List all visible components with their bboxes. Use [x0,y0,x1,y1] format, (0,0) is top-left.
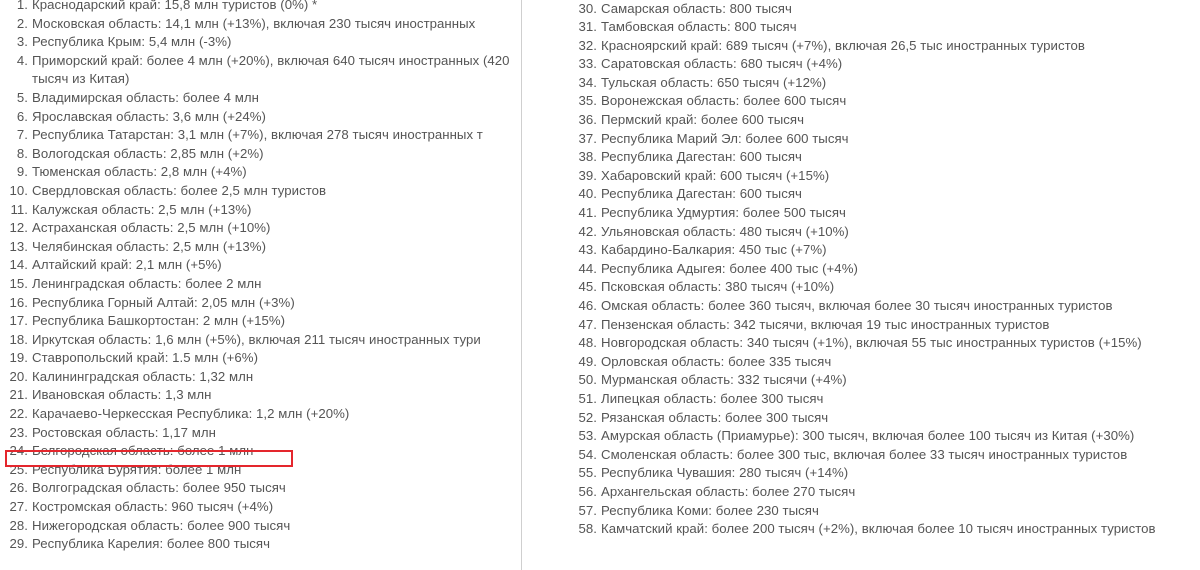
list-item [560,204,1200,223]
list-item-text: Республика Чувашия: 280 тысяч (+14%) [601,465,849,481]
list-item [560,446,1200,465]
list-item-text: Республика Карелия: более 800 тысяч [32,536,271,552]
list-item-number: 45. [578,279,597,295]
list-item-text: Камчатский край: более 200 тысяч (+2%), включая более 10 тысяч иностранных туристов [601,521,1156,537]
list-item-number: 50. [578,372,597,388]
list-item-text: Смоленская область: более 300 тыс, включая более 33 тысяч иностранных туристов [601,446,1128,462]
list-item-text: Омская область: более 360 тысяч, включая более 30 тысяч иностранных туристов [601,298,1113,313]
list-item-text: Самарская область: 800 тысяч [601,0,792,16]
list-item-text: Липецкая область: более 300 тысяч [601,390,824,406]
list-item [0,535,521,554]
list-item [0,0,521,15]
list-item-number: 48. [578,335,597,351]
list-item [560,483,1200,502]
list-item [560,520,1200,539]
list-item-number: 13. [9,238,28,254]
list-item-number: 3. [16,34,28,50]
list-item-text: Нижегородская область: более 900 тысяч [32,517,291,533]
list-item [0,405,521,424]
list-item [560,111,1200,130]
list-item-number: 37. [578,130,597,146]
list-item-text: Республика Дагестан: 600 тысяч [601,186,802,202]
list-item-text: Республика Коми: более 230 тысяч [601,502,819,518]
list-item-number: 25. [9,461,28,477]
list-item [0,201,521,220]
list-item-text: Амурская область (Приамурье): 300 тысяч, включая более 100 тысяч из Китая (+30%) [601,428,1135,444]
list-item-text: Вологодская область: 2,85 млн (+2%) [32,145,264,161]
list-item-text: Орловская область: более 335 тысяч [601,353,832,369]
list-item [560,409,1200,428]
list-item-text: Иркутская область: 1,6 млн (+5%), включая 211 тысяч иностранных тури [32,331,481,347]
list-item-number: 1. [16,0,28,12]
list-item-text: Красноярский край: 689 тысяч (+7%), включая 26,5 тыс иностранных туристов [601,37,1085,53]
list-item-text: Тамбовская область: 800 тысяч [601,19,797,35]
list-item-text: Ленинградская область: более 2 млн [32,275,262,291]
list-item-text: Саратовская область: 680 тысяч (+4%) [601,56,843,72]
list-item-number: 55. [578,465,597,481]
list-item [560,167,1200,186]
list-item-text: Республика Адыгея: более 400 тыс (+4%) [601,260,858,276]
list-item-number: 19. [9,350,28,366]
list-item [560,130,1200,149]
list-item [560,185,1200,204]
list-item-number: 16. [9,294,28,310]
list-item-number: 23. [9,424,28,440]
region-list-left [0,0,521,554]
list-item-number: 35. [578,93,597,109]
list-item [0,498,521,517]
list-item-text: Псковская область: 380 тысяч (+10%) [601,279,835,295]
list-item-number: 14. [9,257,28,273]
list-item-number: 34. [578,74,597,90]
list-item-text: Республика Дагестан: 600 тысяч [601,149,802,165]
list-item-text: Новгородская область: 340 тысяч (+1%), включая 55 тыс иностранных туристов (+15%) [601,335,1142,351]
list-item-number: 17. [9,313,28,329]
list-item-number: 36. [578,112,597,128]
list-item-text: Республика Горный Алтай: 2,05 млн (+3%) [32,294,295,310]
list-item [0,15,521,34]
list-item [560,37,1200,56]
list-item [0,182,521,201]
list-item-text: Хабаровский край: 600 тысяч (+15%) [601,167,830,183]
list-item-number: 21. [9,387,28,403]
right-column [560,0,1200,570]
list-item-number: 2. [16,15,28,31]
list-item [560,297,1200,316]
list-item-text: Рязанская область: более 300 тысяч [601,409,829,425]
list-item-number: 32. [578,37,597,53]
list-item [560,371,1200,390]
list-item [0,331,521,350]
left-column [0,0,522,570]
list-item-number: 41. [578,205,597,221]
list-item-text: Ростовская область: 1,17 млн [32,424,216,440]
list-item [0,517,521,536]
list-item-number: 10. [9,182,28,198]
list-item-number: 7. [16,127,28,143]
list-item-text: Тюменская область: 2,8 млн (+4%) [32,164,247,180]
list-item [560,92,1200,111]
list-item-number: 52. [578,409,597,425]
list-item-text: Калужская область: 2,5 млн (+13%) [32,201,252,217]
list-item-text: Архангельская область: более 270 тысяч [601,483,856,499]
list-item [560,74,1200,93]
list-item [0,312,521,331]
list-item-text: Алтайский край: 2,1 млн (+5%) [32,257,222,273]
list-item [560,353,1200,372]
list-item [0,163,521,182]
list-item-number: 8. [16,145,28,161]
list-item-text: Свердловская область: более 2,5 млн туристов [32,182,327,198]
list-item-text: Ульяновская область: 480 тысяч (+10%) [601,223,849,239]
list-item [0,368,521,387]
list-item-number: 29. [9,536,28,552]
list-item-number: 39. [578,167,597,183]
list-item-number: 6. [16,108,28,124]
list-item [560,316,1200,335]
list-item-text: Республика Бурятия: более 1 млн [32,461,242,477]
list-item-text: Костромская область: 960 тысяч (+4%) [32,499,274,515]
list-item [0,275,521,294]
list-item-number: 53. [578,428,597,444]
list-item [0,424,521,443]
list-item [560,241,1200,260]
list-item-number: 31. [578,19,597,35]
list-item-text: Ивановская область: 1,3 млн [32,387,212,403]
list-item [560,278,1200,297]
list-item [0,126,521,145]
list-item-number: 4. [16,52,28,68]
list-item [560,427,1200,446]
list-item-text: Пермский край: более 600 тысяч [601,112,805,128]
list-item-text: Республика Марий Эл: более 600 тысяч [601,130,849,146]
list-item-text: Республика Удмуртия: более 500 тысяч [601,205,846,221]
list-item-number: 49. [578,353,597,369]
list-item [560,223,1200,242]
list-item [560,502,1200,521]
list-item-text: Волгоградская область: более 950 тысяч [32,480,286,496]
list-item-number: 43. [578,242,597,258]
list-item-text: Астраханская область: 2,5 млн (+10%) [32,220,271,236]
list-item [560,334,1200,353]
list-item [0,219,521,238]
list-item-number: 38. [578,149,597,165]
list-item-number: 5. [16,89,28,105]
list-item-number: 20. [9,368,28,384]
list-item-number: 15. [9,275,28,291]
list-item [0,145,521,164]
list-item [0,479,521,498]
list-item [560,148,1200,167]
list-item-number: 22. [9,406,28,422]
list-item [560,260,1200,279]
list-item-highlighted [0,442,521,461]
region-list-right [560,0,1200,539]
list-item-number: 40. [578,186,597,202]
list-item-number: 9. [16,164,28,180]
list-item-number: 47. [578,316,597,332]
list-item [0,349,521,368]
list-item-text: Владимирская область: более 4 млн [32,89,259,105]
list-item [560,464,1200,483]
list-item [0,33,521,52]
list-item-number: 33. [578,56,597,72]
list-item-number: 24. [9,443,28,459]
list-item-text: Московская область: 14,1 млн (+13%), включая 230 тысяч иностранных [32,15,476,31]
list-item-number: 56. [578,483,597,499]
list-item-number: 12. [9,220,28,236]
list-item-number: 51. [578,390,597,406]
list-item-number: 57. [578,502,597,518]
list-item [560,0,1200,18]
list-item-text: Тульская область: 650 тысяч (+12%) [601,74,827,90]
list-item-number: 44. [578,260,597,276]
list-item-text: Ярославская область: 3,6 млн (+24%) [32,108,266,124]
list-item [0,256,521,275]
list-item-text: Воронежская область: более 600 тысяч [601,93,847,109]
list-item-text: Кабардино-Балкария: 450 тыс (+7%) [601,242,827,258]
list-item-text: Пензенская область: 342 тысячи, включая 19 тыс иностранных туристов [601,316,1050,332]
list-item [0,294,521,313]
list-item-text: Карачаево-Черкесская Республика: 1,2 млн (+20%) [32,406,350,422]
list-item-text: Республика Крым: 5,4 млн (-3%) [32,34,232,50]
list-item-number: 11. [10,201,28,217]
list-item-text: Республика Башкортостан: 2 млн (+15%) [32,313,286,329]
list-item [0,238,521,257]
list-item-text: Приморский край: более 4 млн (+20%), включая 640 тысяч иностранных (420 тысяч из Китая) [32,52,510,87]
list-item-text: Республика Татарстан: 3,1 млн (+7%), включая 278 тысяч иностранных т [32,127,483,143]
list-item [0,461,521,480]
list-item-number: 30. [578,0,597,16]
list-item-number: 46. [578,298,597,313]
list-item [560,55,1200,74]
list-item-number: 28. [9,517,28,533]
list-item-text: Челябинская область: 2,5 млн (+13%) [32,238,267,254]
list-item-number: 54. [578,446,597,462]
list-item-number: 58. [578,521,597,537]
list-item-number: 42. [578,223,597,239]
list-item [560,18,1200,37]
list-item [0,386,521,405]
list-item-text: Калининградская область: 1,32 млн [32,368,254,384]
list-item-text: Краснодарский край: 15,8 млн туристов (0%) * [32,0,318,12]
list-item [0,89,521,108]
list-item [0,52,521,89]
list-item [0,108,521,127]
list-item-number: 26. [9,480,28,496]
list-item-number: 18. [9,331,28,347]
list-item-text: Ставропольский край: 1.5 млн (+6%) [32,350,259,366]
list-item-text: Мурманская область: 332 тысячи (+4%) [601,372,847,388]
list-item-text: Белгородская область: более 1 млн [32,443,254,459]
list-item [560,390,1200,409]
list-item-number: 27. [9,499,28,515]
